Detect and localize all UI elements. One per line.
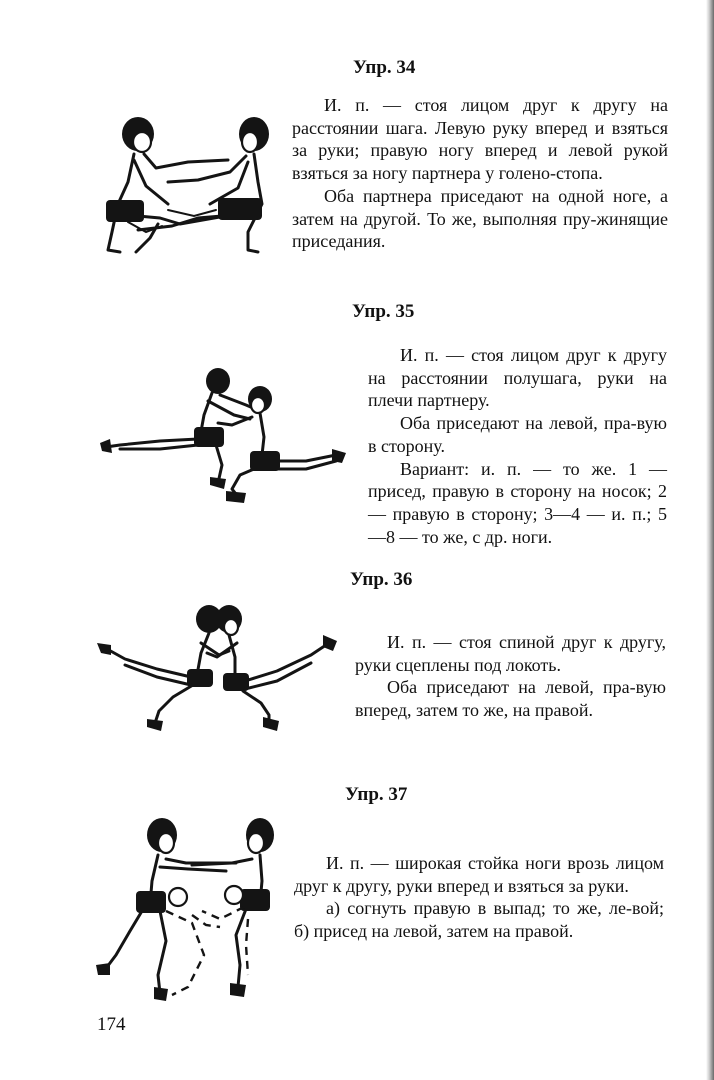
page-number: 174	[97, 1014, 126, 1035]
exercise-35-paragraph: И. п. — стоя лицом друг к другу на расстоянии полушага, руки на плечи партнеру.	[368, 345, 667, 411]
exercise-36-paragraph: Оба приседают на левой, пра-вую вперед, затем то же, на правой.	[355, 677, 666, 721]
exercise-34-illustration	[98, 112, 280, 262]
exercise-36-illustration	[97, 603, 337, 733]
exercise-36-description	[355, 631, 666, 722]
exercise-37-paragraph: И. п. — широкая стойка ноги врозь лицом друг к другу, руки вперед и взяться за руки.	[294, 853, 664, 896]
exercise-36-title: Упр. 36	[350, 569, 413, 590]
exercise-37-description	[294, 852, 664, 943]
exercise-35-paragraph: Оба приседают на левой, пра-вую в сторону.	[368, 413, 667, 456]
exercise-35-description	[368, 344, 667, 548]
exercise-37-illustration	[96, 815, 286, 1005]
exercise-34-paragraph: Оба партнера приседают на одной ноге, а затем на другой. То же, выполняя пру-жинящие приседания.	[292, 185, 668, 252]
page-edge-shadow	[706, 0, 714, 1080]
exercise-34-title: Упр. 34	[353, 57, 416, 78]
exercise-37-title: Упр. 37	[345, 784, 408, 805]
exercise-35-illustration	[100, 365, 350, 510]
exercise-34-description	[292, 94, 668, 253]
exercise-36-paragraph: И. п. — стоя спиной друг к другу, руки сцеплены под локоть.	[355, 632, 666, 675]
exercise-34-paragraph: И. п. — стоя лицом друг к другу на расстоянии шага. Левую руку вперед и взяться за руки; правую ногу вперед и левой рукой взяться за ногу партнера у голено-стопа.	[292, 95, 668, 184]
exercise-35-paragraph: Вариант: и. п. — то же. 1 — присед, правую в сторону на носок; 2 — правую в сторону; 3—4 — и. п.; 5—8 — то же, с др. ноги.	[368, 458, 667, 547]
exercise-35-title: Упр. 35	[352, 301, 415, 322]
exercise-37-paragraph: а) согнуть правую в выпад; то же, ле-вой; б) присед на левой, затем на правой.	[294, 898, 664, 942]
